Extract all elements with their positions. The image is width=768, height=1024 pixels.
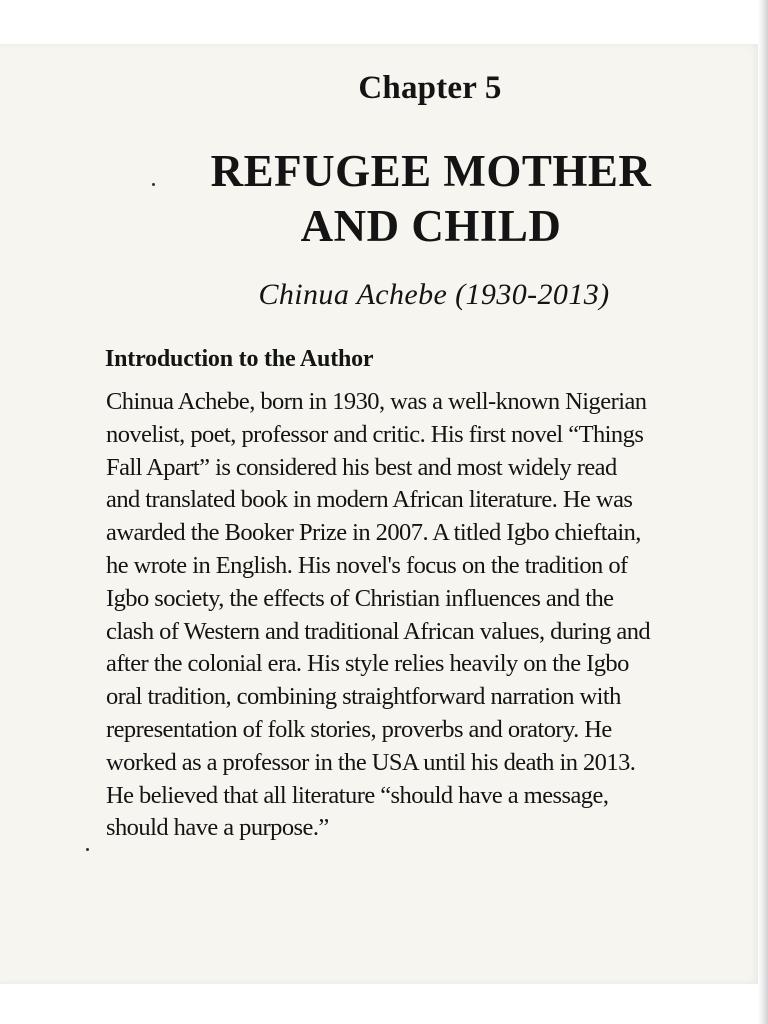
section-heading: Introduction to the Author [105, 346, 374, 372]
body-line: he wrote in English. His novel's focus on the tradition of [106, 551, 628, 579]
body-line: representation of folk stories, proverbs and oratory. He [106, 715, 612, 743]
chapter-label: Chapter 5 [358, 70, 502, 106]
body-line: after the colonial era. His style relies heavily on the Igbo [106, 650, 629, 678]
body-line: clash of Western and traditional African values, during and [106, 617, 651, 645]
body-paragraph [106, 386, 756, 845]
author-byline: Chinua Achebe (1930-2013) [258, 278, 610, 311]
body-line: Chinua Achebe, born in 1930, was a well-known Nigerian [106, 388, 647, 415]
body-line: awarded the Booker Prize in 2007. A titled Igbo chieftain, [106, 519, 641, 547]
chapter-title-line-2: AND CHILD [300, 201, 562, 251]
body-line: oral tradition, combining straightforward narration with [106, 683, 621, 711]
body-line: worked as a professor in the USA until his death in 2013. [106, 748, 636, 776]
print-speck [86, 848, 89, 851]
body-line: should have a purpose.” [106, 814, 329, 842]
body-line: Igbo society, the effects of Christian influences and the [106, 584, 614, 612]
chapter-title-line-1: REFUGEE MOTHER [210, 146, 652, 196]
body-line: Fall Apart” is considered his best and most widely read [106, 453, 617, 481]
body-line: novelist, poet, professor and critic. His first novel “Things [106, 420, 644, 448]
body-line: He believed that all literature “should have a message, [106, 781, 609, 809]
body-line: and translated book in modern African literature. He was [106, 486, 633, 514]
